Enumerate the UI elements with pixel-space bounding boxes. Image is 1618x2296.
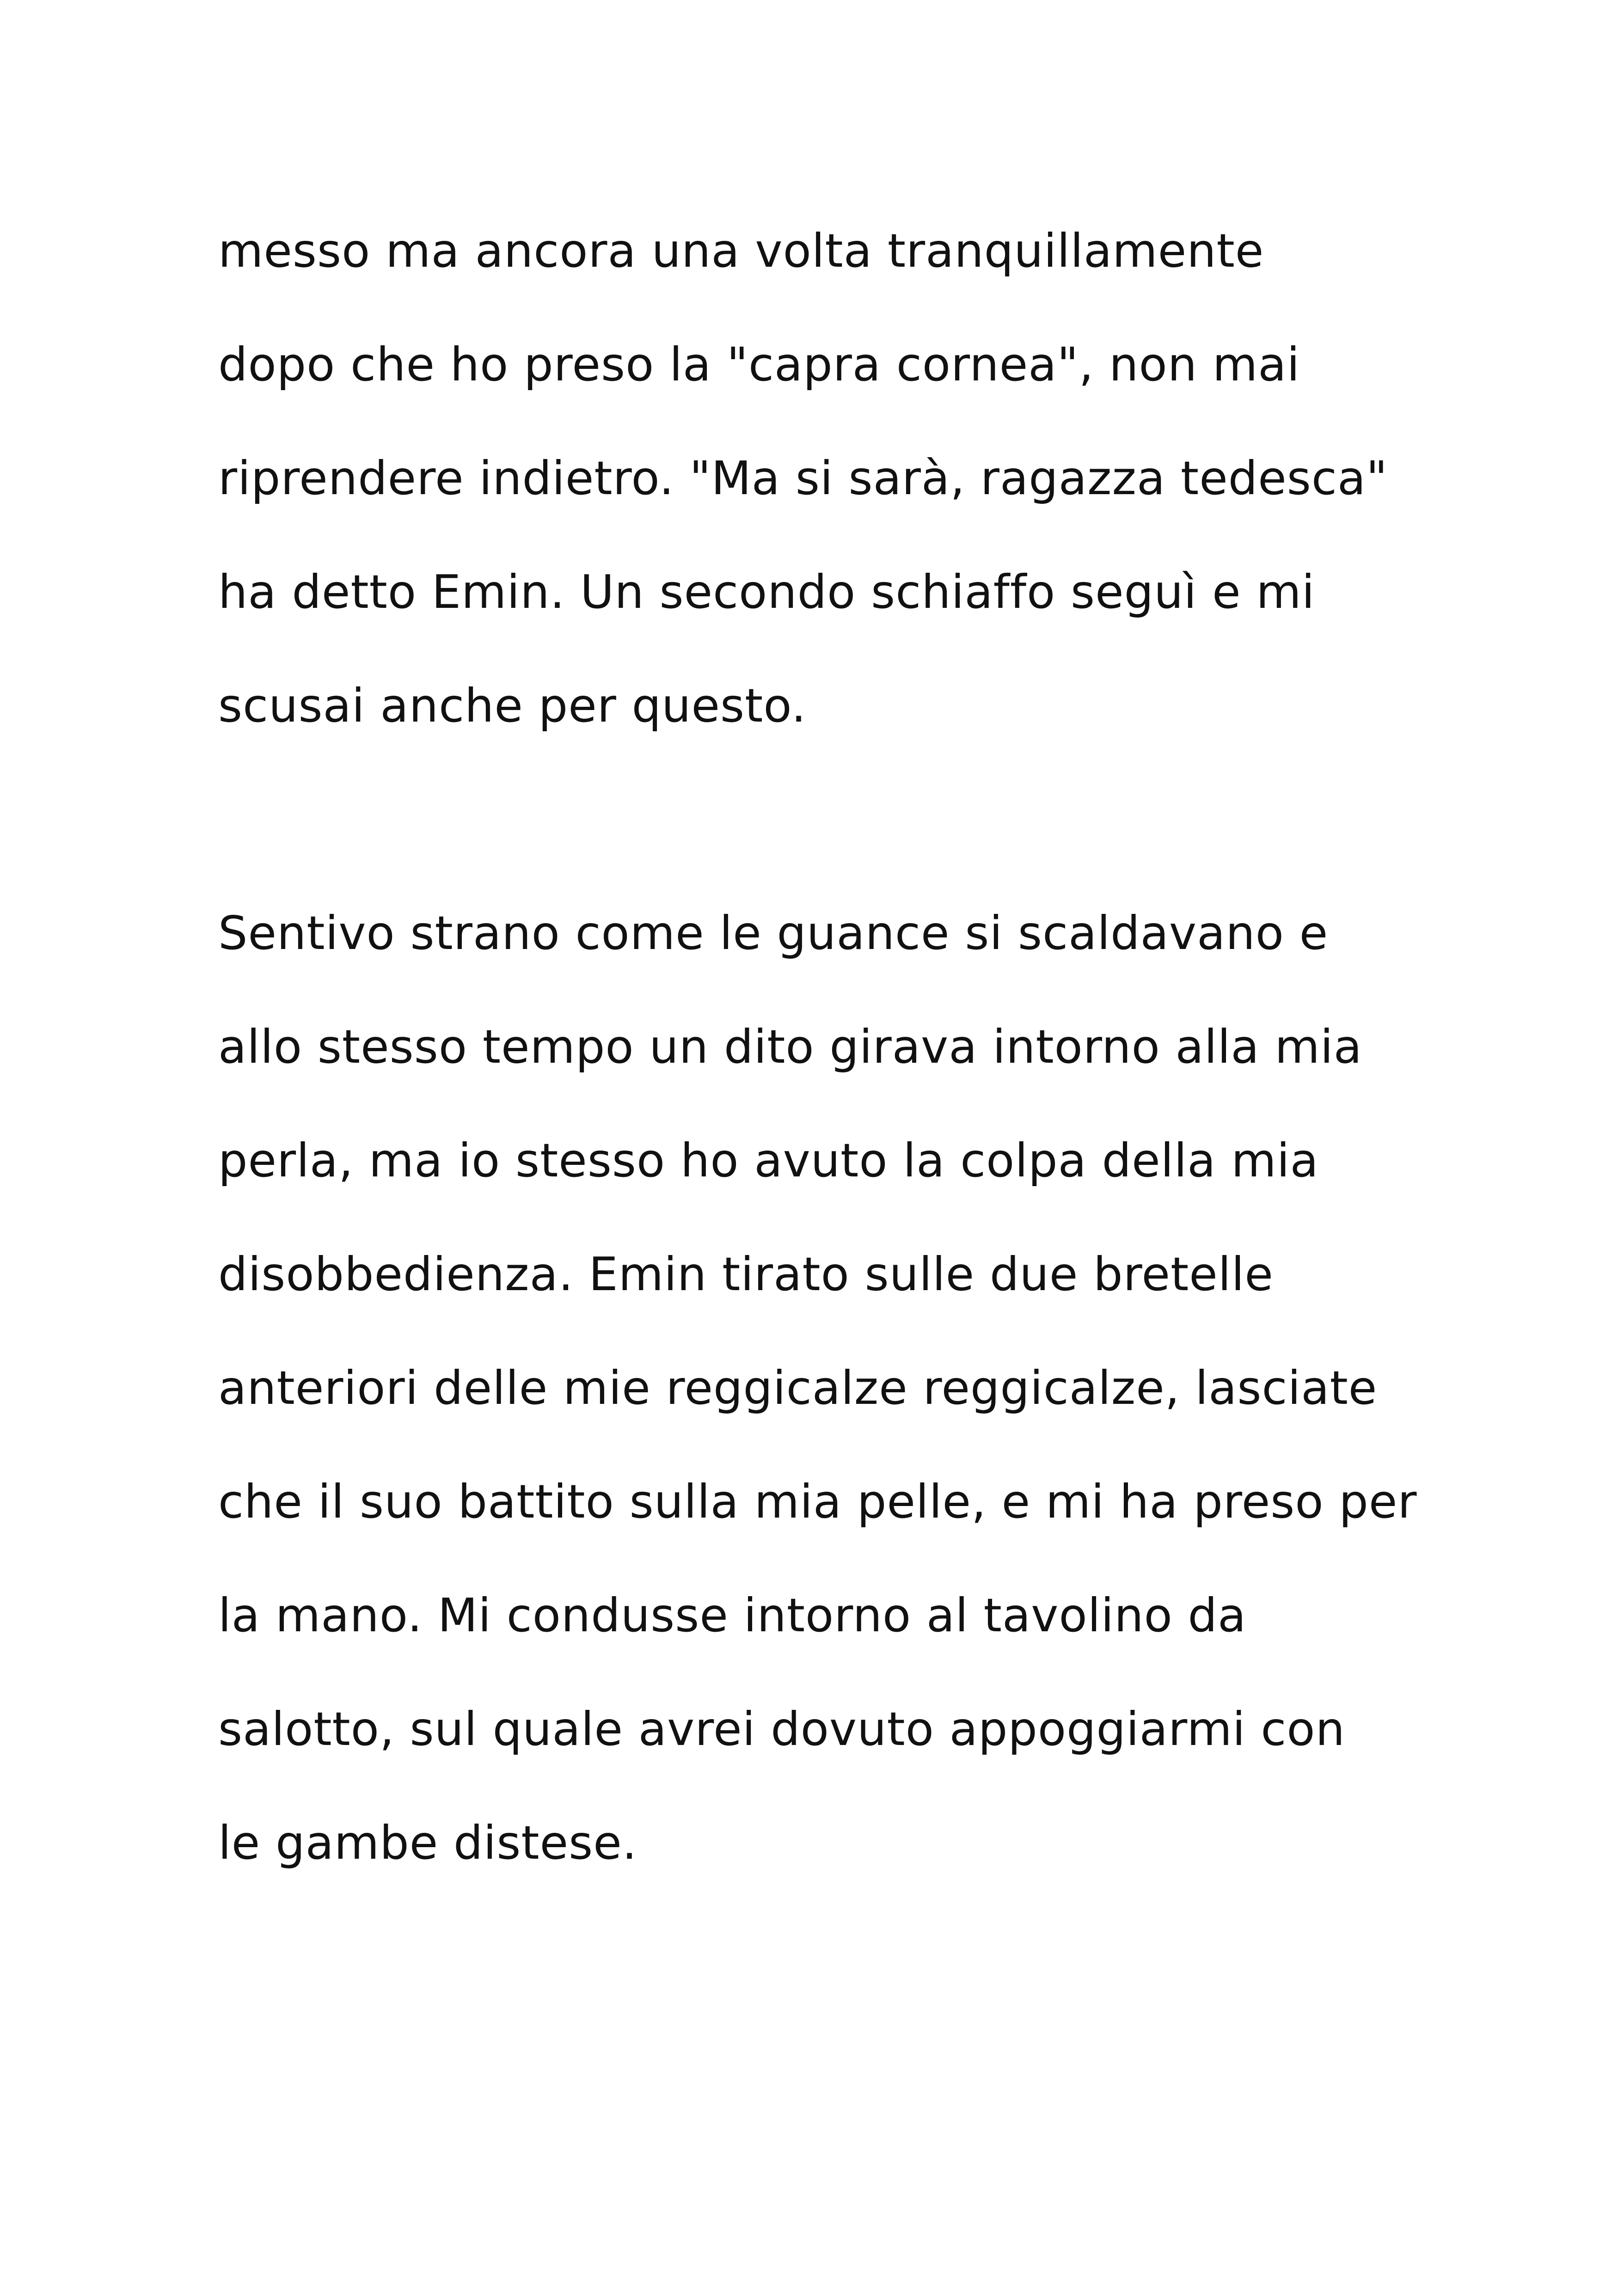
text-line: salotto, sul quale avrei dovuto appoggiarmi con [218,1702,1345,1756]
text-line: allo stesso tempo un dito girava intorno alla mia [218,1020,1362,1074]
text-line: perla, ma io stesso ho avuto la colpa della mia [218,1133,1319,1188]
text-line: che il suo battito sulla mia pelle, e mi ha preso per [218,1475,1417,1529]
text-line: scusai anche per questo. [218,679,807,733]
text-line: dopo che ho preso la "capra cornea", non mai [218,337,1300,392]
text-line: disobbedienza. Emin tirato sulle due bretelle [218,1247,1274,1301]
text-line: la mano. Mi condusse intorno al tavolino da [218,1588,1247,1642]
text-line: messo ma ancora una volta tranquillamente [218,224,1264,278]
text-line: anteriori delle mie reggicalze reggicalze, lasciate [218,1361,1378,1415]
text-line: riprendere indietro. "Ma si sarà, ragazza tedesca" [218,451,1388,505]
text-line: Sentivo strano come le guance si scaldavano e [218,906,1329,960]
text-line: le gambe distese. [218,1816,637,1870]
text-line: ha detto Emin. Un secondo schiaffo seguì e mi [218,565,1315,619]
